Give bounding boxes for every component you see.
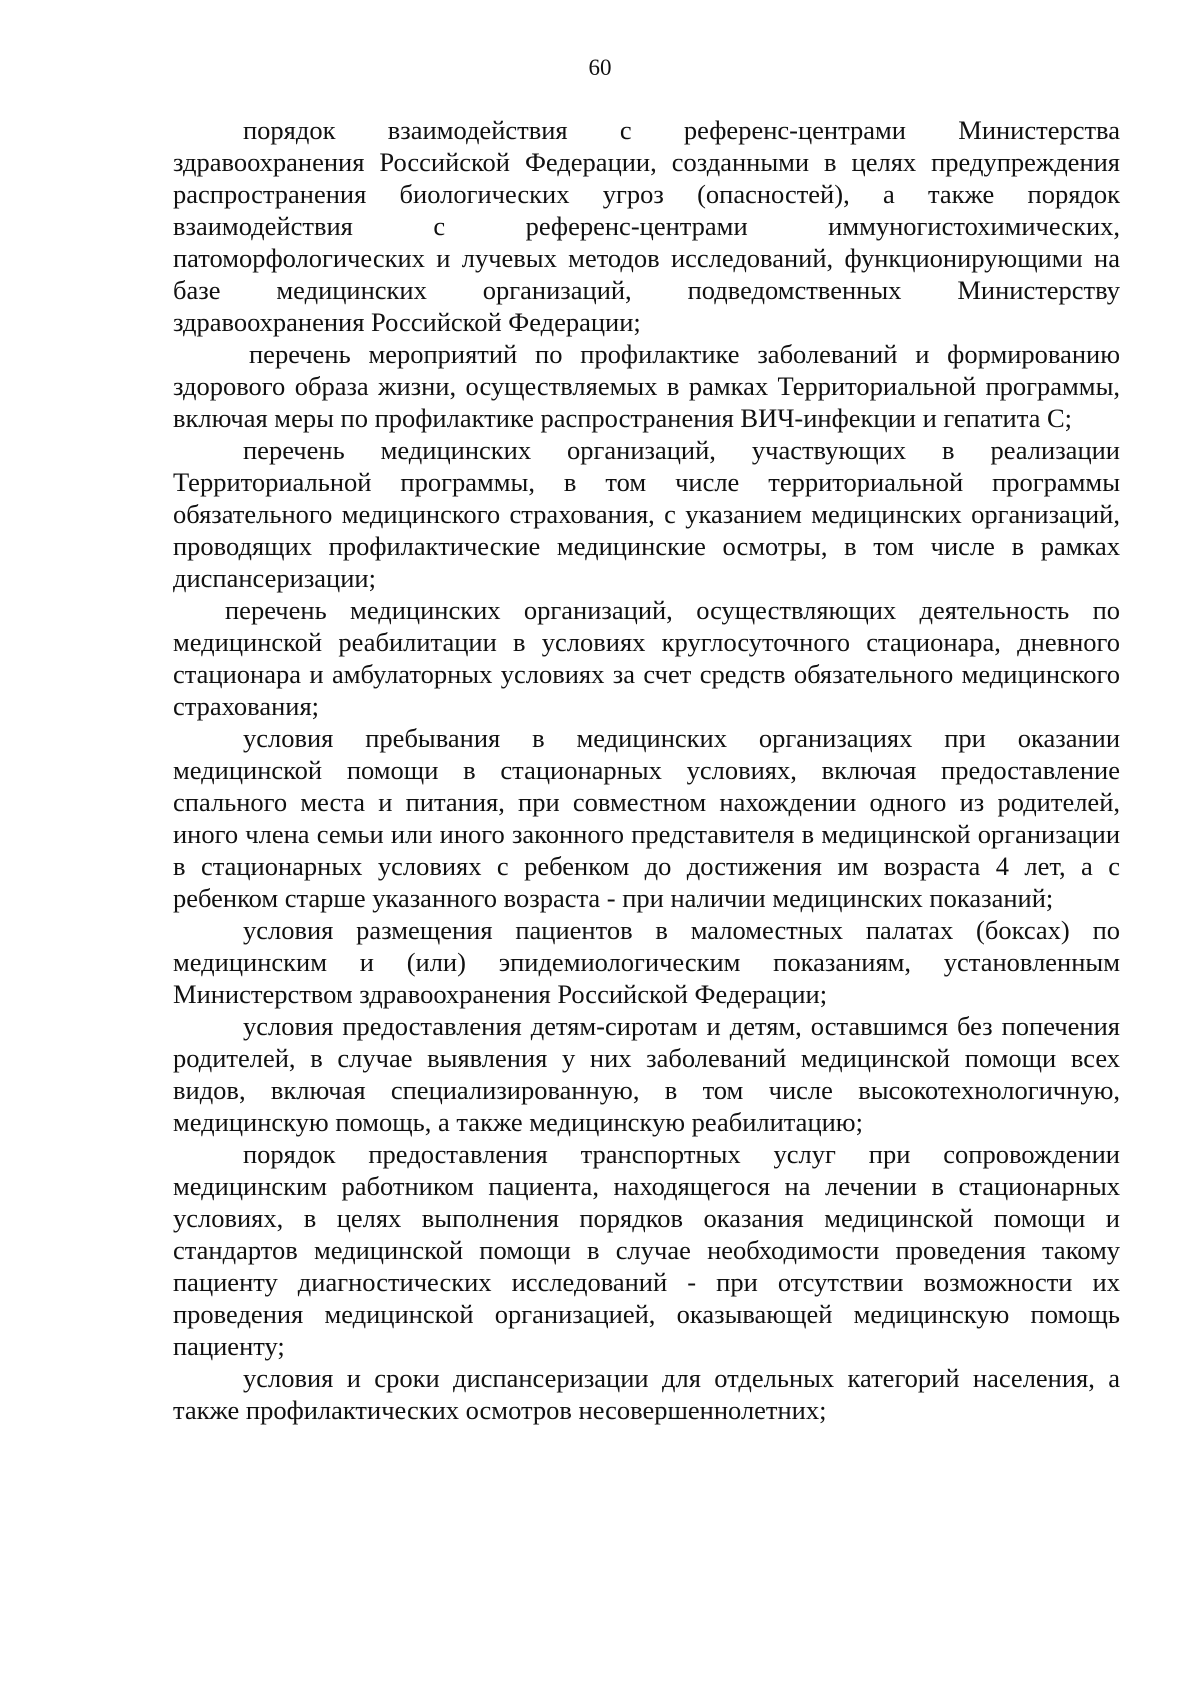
paragraph-rehabilitation-organizations: перечень медицинских организаций, осуществляющих деятельность по медицинской реабилитации в условиях круглосуточного стационара, дневного стационара и амбулаторных условиях за счет средств обязательного медицинского страхования; (173, 595, 1120, 721)
paragraph-orphans-care: условия предоставления детям-сиротам и детям, оставшимся без попечения родителей, в случае выявления у них заболеваний медицинской помощи всех видов, включая специализированную, в том числе высокотехнологичную, медицинскую помощь, а также медицинскую реабилитацию; (173, 1011, 1120, 1137)
paragraph-participating-organizations: перечень медицинских организаций, участвующих в реализации Территориальной программы, в том числе территориальной программы обязательного медицинского страхования, с указанием медицинских организаций, проводящих профилактические медицинские осмотры, в том числе в рамках диспансеризации; (173, 435, 1120, 593)
document-body (173, 114, 1120, 1426)
paragraph-stay-conditions: условия пребывания в медицинских организациях при оказании медицинской помощи в стационарных условиях, включая предоставление спального места и питания, при совместном нахождении одного из родителей, иного члена семьи или иного законного представителя в медицинской организации в стационарных условиях с ребенком до достижения им возраста 4 лет, а с ребенком старше указанного возраста - при наличии медицинских показаний; (173, 723, 1120, 913)
paragraph-prevention-measures: перечень мероприятий по профилактике заболеваний и формированию здорового образа жизни, осуществляемых в рамках Территориальной программы, включая меры по профилактике распространения ВИЧ-инфекции и гепатита С; (173, 339, 1120, 433)
paragraph-transport-services: порядок предоставления транспортных услуг при сопровождении медицинским работником пациента, находящегося на лечении в стационарных условиях, в целях выполнения порядков оказания медицинской помощи и стандартов медицинской помощи в случае необходимости проведения такому пациенту диагностических исследований - при отсутствии возможности их проведения медицинской организацией, оказывающей медицинскую помощь пациенту; (173, 1139, 1120, 1361)
paragraph-small-wards: условия размещения пациентов в маломестных палатах (боксах) по медицинским и (или) эпидемиологическим показаниям, установленным Министерством здравоохранения Российской Федерации; (173, 915, 1120, 1009)
paragraph-reference-centers: порядок взаимодействия с референс-центрами Министерства здравоохранения Российской Федерации, созданными в целях предупреждения распространения биологических угроз (опасностей), а также порядок взаимодействия с референс-центрами иммуногистохимических, патоморфологических и лучевых методов исследований, функционирующими на базе медицинских организаций, подведомственных Министерству здравоохранения Российской Федерации; (173, 115, 1120, 337)
page-number: 60 (588, 55, 612, 80)
paragraph-dispensarization-terms: условия и сроки диспансеризации для отдельных категорий населения, а также профилактических осмотров несовершеннолетних; (173, 1363, 1120, 1425)
